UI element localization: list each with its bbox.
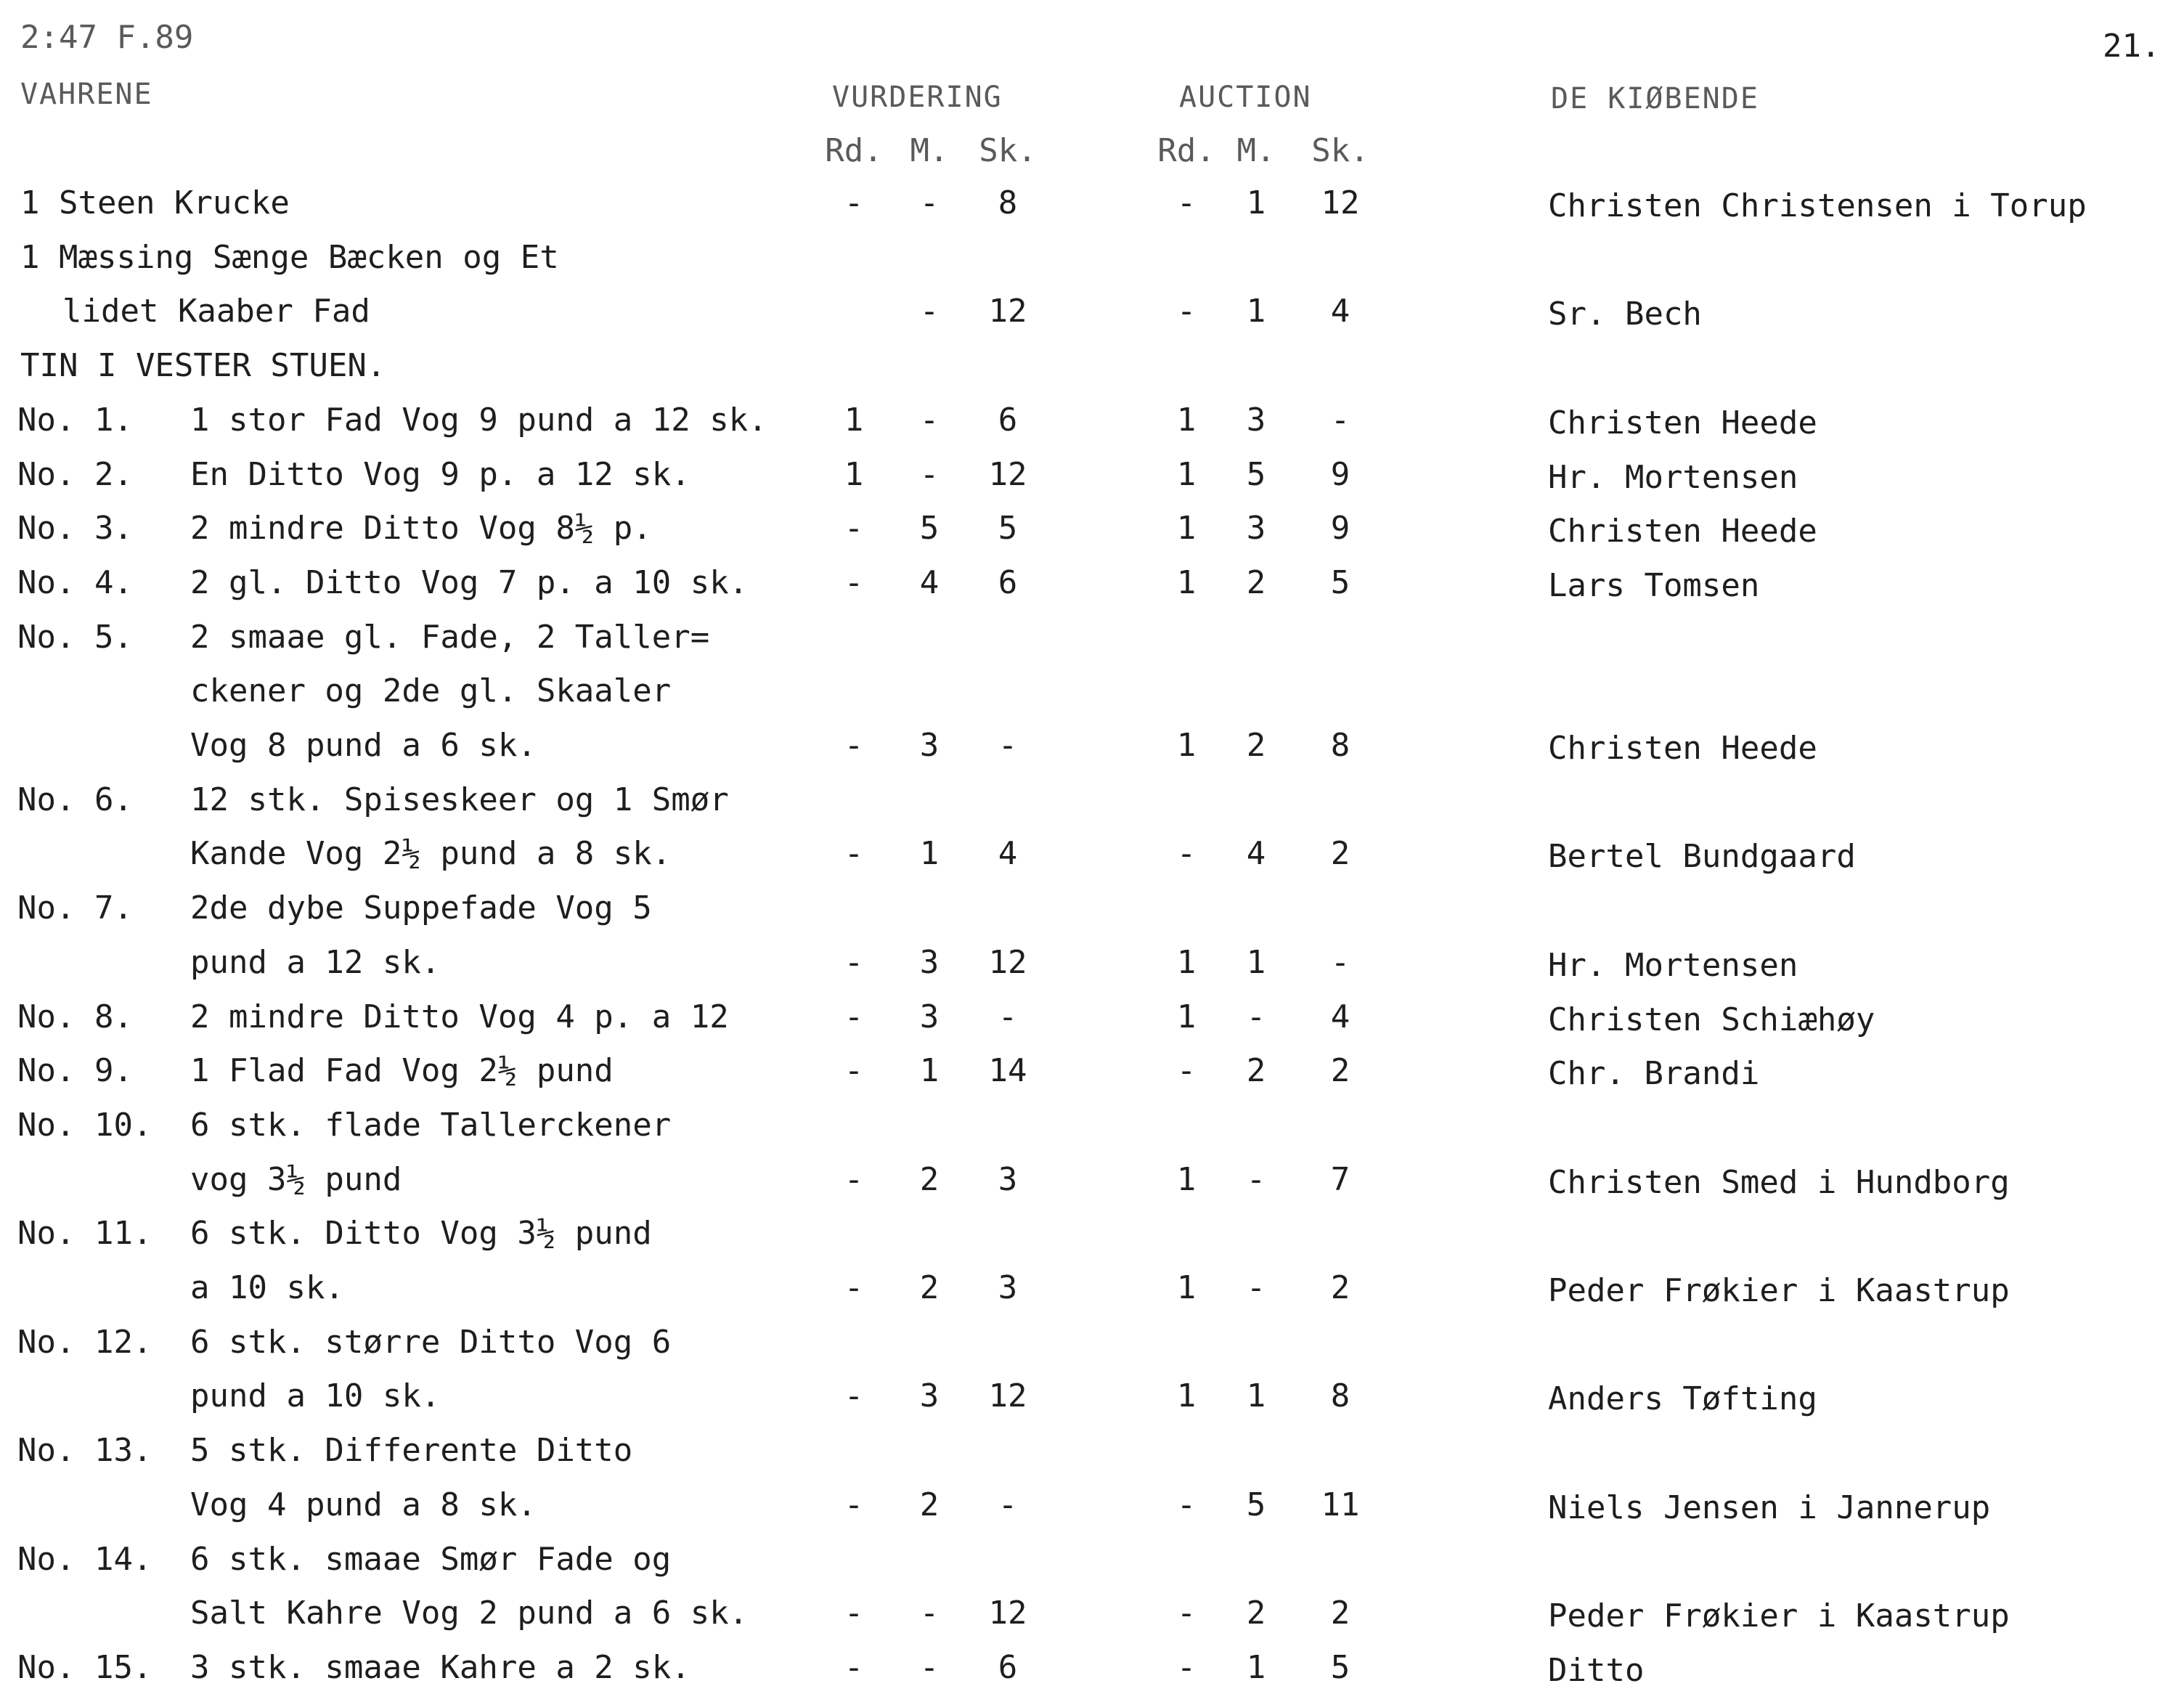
valuation-amount: 12 [988, 293, 1027, 330]
valuation-amount: 3 [919, 998, 940, 1035]
valuation-amount: 5 [998, 510, 1018, 547]
buyer-name: Lars Tomsen [1548, 567, 1760, 604]
auction-amount: 2 [1330, 1269, 1350, 1306]
item-description: ckener og 2de gl. Skaaler [190, 672, 672, 709]
valuation-amount: - [844, 1161, 864, 1198]
valuation-amount: - [919, 402, 940, 439]
valuation-amount: - [844, 1052, 864, 1089]
item-number: No. 9. [17, 1052, 133, 1089]
valuation-amount: 5 [919, 510, 940, 547]
item-description: 2 smaae gl. Fade, 2 Taller= [190, 619, 710, 656]
item-description: 6 stk. flade Tallerckener [190, 1107, 672, 1144]
valuation-amount: 3 [919, 944, 940, 981]
item-number: No. 11. [17, 1215, 152, 1252]
item-number: No. 8. [17, 998, 133, 1035]
buyer-name: Christen Heede [1548, 730, 1817, 767]
auction-amount: 9 [1330, 510, 1350, 547]
valuation-amount: 14 [988, 1052, 1027, 1089]
valuation-amount: 1 [919, 1052, 940, 1089]
auction-amount: 5 [1246, 1486, 1266, 1523]
valuation-amount: - [844, 727, 864, 764]
item-description: 2 gl. Ditto Vog 7 p. a 10 sk. [190, 564, 749, 601]
item-description: TIN I VESTER STUEN. [20, 347, 386, 384]
valuation-amount: 1 [844, 402, 864, 439]
buyer-name: Hr. Mortensen [1548, 947, 1798, 984]
auction-amount: 4 [1330, 293, 1350, 330]
auction-amount: 2 [1246, 727, 1266, 764]
auction-unit-label: Rd. [1157, 132, 1215, 169]
item-number: No. 4. [17, 564, 133, 601]
item-number: No. 15. [17, 1649, 152, 1686]
valuation-amount: 1 [844, 456, 864, 493]
auction-amount: 2 [1330, 1052, 1350, 1089]
buyer-name: Peder Frøkier i Kaastrup [1548, 1597, 2010, 1634]
auction-amount: - [1330, 402, 1350, 439]
buyer-name: Christen Christensen i Torup [1548, 187, 2087, 224]
valuation-amount: 3 [998, 1269, 1018, 1306]
auction-amount: - [1176, 1486, 1197, 1523]
valuation-amount: - [844, 944, 864, 981]
valuation-amount: - [919, 1649, 940, 1686]
auction-amount: 1 [1176, 727, 1197, 764]
item-description: 5 stk. Differente Ditto [190, 1432, 633, 1469]
auction-amount: 1 [1246, 293, 1266, 330]
auction-amount: - [1246, 1269, 1266, 1306]
item-description: Vog 8 pund a 6 sk. [190, 727, 537, 764]
auction-amount: 5 [1330, 564, 1350, 601]
item-description: 12 stk. Spiseskeer og 1 Smør [190, 781, 729, 818]
auction-amount: 7 [1330, 1161, 1350, 1198]
valuation-amount: 3 [919, 727, 940, 764]
item-number: No. 14. [17, 1541, 152, 1578]
auction-amount: 5 [1246, 456, 1266, 493]
buyer-name: Niels Jensen i Jannerup [1548, 1489, 1991, 1526]
auction-amount: 1 [1176, 456, 1197, 493]
valuation-amount: - [844, 1269, 864, 1306]
valuation-amount: - [919, 1595, 940, 1632]
item-number: No. 10. [17, 1107, 152, 1144]
buyer-name: Christen Heede [1548, 513, 1817, 550]
valuation-amount: 12 [988, 944, 1027, 981]
valuation-amount: 8 [998, 184, 1018, 221]
valuation-amount: - [844, 510, 864, 547]
valuation-unit-label: Sk. [979, 132, 1037, 169]
document-reference: 2:47 F.89 [20, 19, 194, 56]
column-header-valuation: VURDERING [832, 81, 1003, 114]
buyer-name: Hr. Mortensen [1548, 459, 1798, 496]
auction-amount: 1 [1176, 998, 1197, 1035]
valuation-amount: - [998, 1486, 1018, 1523]
buyer-name: Ditto [1548, 1652, 1645, 1689]
auction-amount: 9 [1330, 456, 1350, 493]
auction-amount: - [1246, 998, 1266, 1035]
valuation-amount: 2 [919, 1269, 940, 1306]
buyer-name: Chr. Brandi [1548, 1055, 1760, 1092]
valuation-amount: - [844, 1377, 864, 1414]
valuation-amount: 12 [988, 456, 1027, 493]
item-number: No. 13. [17, 1432, 152, 1469]
item-description: Vog 4 pund a 8 sk. [190, 1486, 537, 1523]
auction-amount: 12 [1321, 184, 1360, 221]
item-number: No. 1. [17, 402, 133, 439]
item-description: vog 3½ pund [190, 1161, 402, 1198]
auction-amount: 5 [1330, 1649, 1350, 1686]
buyer-name: Sr. Bech [1548, 296, 1702, 333]
auction-amount: 1 [1246, 1649, 1266, 1686]
buyer-name: Christen Schiæhøy [1548, 1001, 1875, 1038]
valuation-unit-label: M. [910, 132, 949, 169]
buyer-name: Christen Smed i Hundborg [1548, 1164, 2010, 1201]
auction-amount: - [1176, 1595, 1197, 1632]
auction-amount: - [1246, 1161, 1266, 1198]
valuation-amount: - [919, 184, 940, 221]
item-description: 1 stor Fad Vog 9 pund a 12 sk. [190, 402, 767, 439]
auction-amount: 8 [1330, 727, 1350, 764]
auction-amount: 1 [1176, 510, 1197, 547]
auction-unit-label: Sk. [1311, 132, 1369, 169]
valuation-amount: - [844, 1486, 864, 1523]
item-number: No. 7. [17, 889, 133, 927]
valuation-amount: - [919, 456, 940, 493]
auction-amount: 1 [1176, 1377, 1197, 1414]
auction-amount: 1 [1176, 944, 1197, 981]
auction-amount: - [1176, 1649, 1197, 1686]
valuation-amount: 4 [998, 835, 1018, 872]
item-number: No. 3. [17, 510, 133, 547]
auction-amount: 3 [1246, 402, 1266, 439]
item-description: En Ditto Vog 9 p. a 12 sk. [190, 456, 690, 493]
item-description: 2 mindre Ditto Vog 4 p. a 12 [190, 998, 729, 1035]
valuation-amount: - [844, 998, 864, 1035]
valuation-unit-label: Rd. [825, 132, 883, 169]
item-description: 1 Steen Krucke [20, 184, 290, 221]
valuation-amount: - [844, 564, 864, 601]
auction-unit-label: M. [1236, 132, 1276, 169]
valuation-amount: - [844, 1649, 864, 1686]
page-number: 21. [2103, 28, 2161, 65]
column-header-buyers: DE KIØBENDE [1551, 82, 1759, 115]
auction-amount: - [1176, 835, 1197, 872]
valuation-amount: 6 [998, 564, 1018, 601]
valuation-amount: - [998, 998, 1018, 1035]
auction-amount: 2 [1330, 1595, 1350, 1632]
item-description: 6 stk. Ditto Vog 3½ pund [190, 1215, 652, 1252]
auction-amount: 2 [1246, 564, 1266, 601]
buyer-name: Anders Tøfting [1548, 1380, 1817, 1417]
valuation-amount: 6 [998, 1649, 1018, 1686]
valuation-amount: 12 [988, 1595, 1027, 1632]
valuation-amount: 1 [919, 835, 940, 872]
valuation-amount: - [844, 184, 864, 221]
item-description: 2 mindre Ditto Vog 8½ p. [190, 510, 652, 547]
auction-amount: - [1176, 184, 1197, 221]
auction-amount: - [1176, 293, 1197, 330]
auction-amount: 1 [1246, 184, 1266, 221]
item-description: lidet Kaaber Fad [62, 293, 370, 330]
item-description: pund a 10 sk. [190, 1377, 441, 1414]
auction-amount: 3 [1246, 510, 1266, 547]
auction-amount: 11 [1321, 1486, 1360, 1523]
buyer-name: Bertel Bundgaard [1548, 838, 1856, 875]
auction-amount: 1 [1176, 1269, 1197, 1306]
column-header-auction: AUCTION [1179, 81, 1312, 114]
item-description: Salt Kahre Vog 2 pund a 6 sk. [190, 1595, 749, 1632]
valuation-amount: - [919, 293, 940, 330]
buyer-name: Peder Frøkier i Kaastrup [1548, 1272, 2010, 1309]
valuation-amount: 2 [919, 1486, 940, 1523]
auction-amount: 1 [1246, 944, 1266, 981]
item-description: 6 stk. smaae Smør Fade og [190, 1541, 672, 1578]
auction-amount: 2 [1246, 1595, 1266, 1632]
auction-amount: 8 [1330, 1377, 1350, 1414]
item-description: 1 Mæssing Sænge Bæcken og Et [20, 239, 559, 276]
auction-amount: 2 [1246, 1052, 1266, 1089]
valuation-amount: - [998, 727, 1018, 764]
valuation-amount: 12 [988, 1377, 1027, 1414]
valuation-amount: 6 [998, 402, 1018, 439]
item-description: a 10 sk. [190, 1269, 344, 1306]
auction-amount: 1 [1246, 1377, 1266, 1414]
auction-amount: 4 [1330, 998, 1350, 1035]
item-description: 1 Flad Fad Vog 2½ pund [190, 1052, 614, 1089]
valuation-amount: 3 [998, 1161, 1018, 1198]
valuation-amount: 3 [919, 1377, 940, 1414]
item-number: No. 5. [17, 619, 133, 656]
valuation-amount: 4 [919, 564, 940, 601]
item-number: No. 2. [17, 456, 133, 493]
item-description: Kande Vog 2½ pund a 8 sk. [190, 835, 672, 872]
auction-amount: - [1330, 944, 1350, 981]
item-number: No. 6. [17, 781, 133, 818]
auction-amount: 1 [1176, 564, 1197, 601]
item-description: pund a 12 sk. [190, 944, 441, 981]
item-description: 6 stk. større Ditto Vog 6 [190, 1324, 672, 1361]
column-header-goods: VAHRENE [20, 78, 153, 111]
item-description: 2de dybe Suppefade Vog 5 [190, 889, 652, 927]
auction-amount: 1 [1176, 1161, 1197, 1198]
item-number: No. 12. [17, 1324, 152, 1361]
auction-amount: 1 [1176, 402, 1197, 439]
valuation-amount: - [844, 1595, 864, 1632]
buyer-name: Christen Heede [1548, 404, 1817, 441]
item-description: 3 stk. smaae Kahre a 2 sk. [190, 1649, 690, 1686]
auction-amount: 4 [1246, 835, 1266, 872]
auction-amount: - [1176, 1052, 1197, 1089]
valuation-amount: - [844, 835, 864, 872]
auction-amount: 2 [1330, 835, 1350, 872]
valuation-amount: 2 [919, 1161, 940, 1198]
